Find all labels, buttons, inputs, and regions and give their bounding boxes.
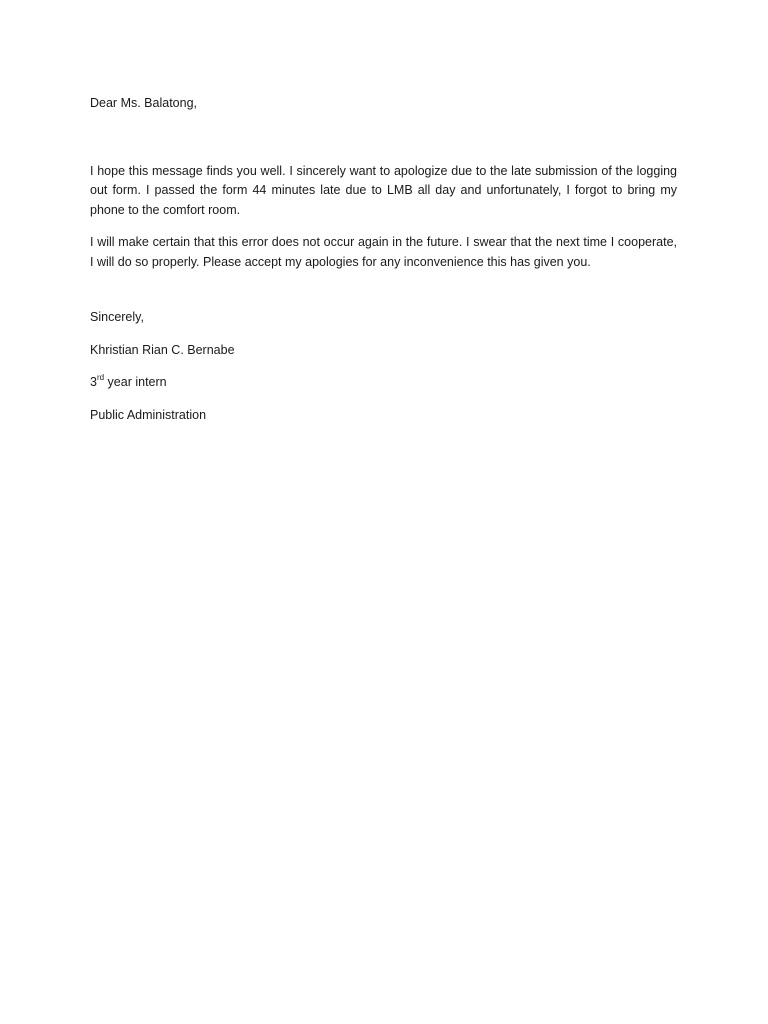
year-number: 3 (90, 375, 97, 389)
signature-name: Khristian Rian C. Bernabe (90, 342, 235, 357)
paragraph-commitment: I will make certain that this error does not occur again in the future. I swear that the next time I cooperate, I will do so properly. Please accept my apologies for any inconvenience this has given you. (90, 235, 677, 269)
year-level (90, 373, 677, 393)
year-rest: year intern (104, 375, 167, 389)
letter-body (90, 94, 677, 438)
paragraph-apology: I hope this message finds you well. I sincerely want to apologize due to the late submission of the logging out form. I passed the form 44 minutes late due to LMB all day and unfortunately, I forgot to bring my phone to the comfort room. (90, 163, 677, 217)
year-suffix: rd (96, 372, 105, 382)
closing-phrase: Sincerely, (90, 310, 144, 324)
department: Public Administration (90, 407, 207, 422)
salutation: Dear Ms. Balatong, (90, 96, 197, 110)
closing-block (90, 308, 677, 425)
